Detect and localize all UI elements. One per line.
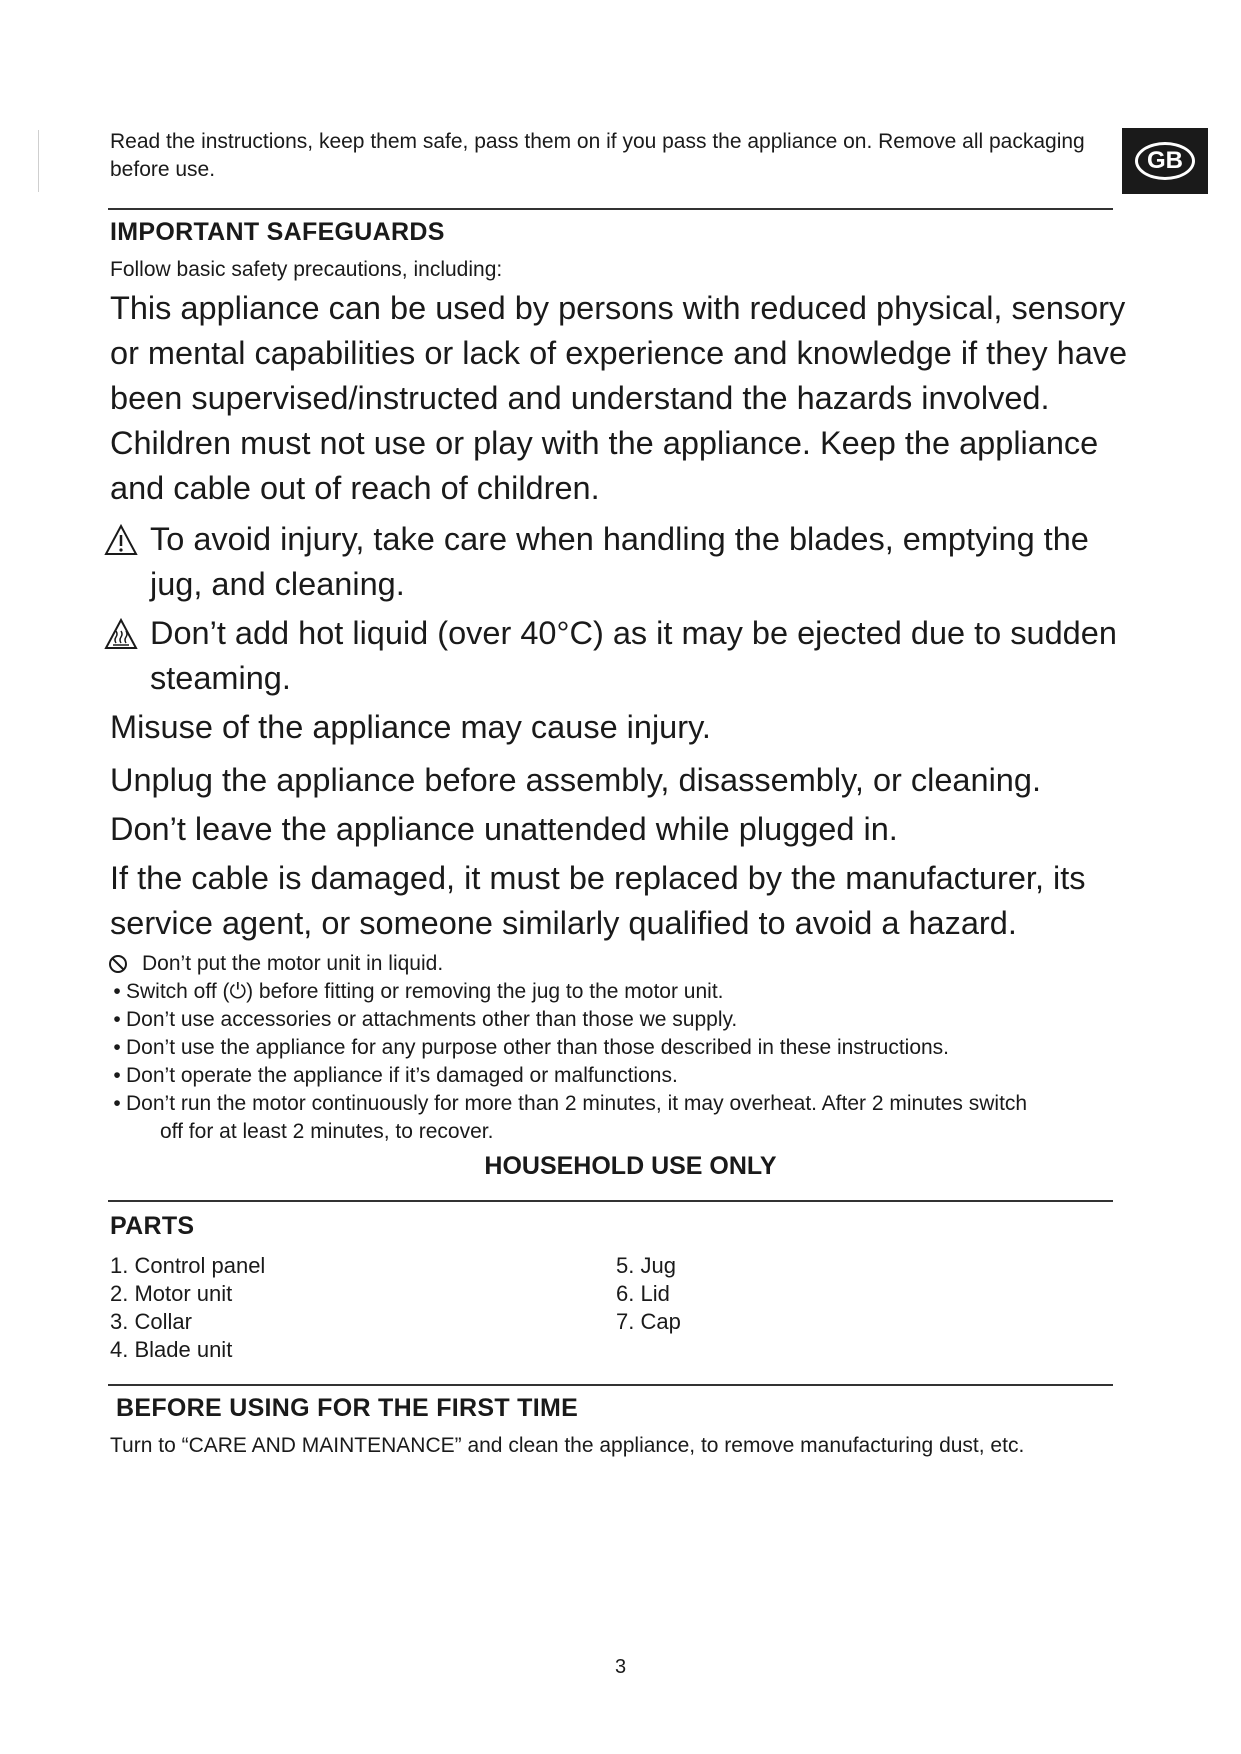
part-item: 6. Lid	[616, 1281, 670, 1306]
warning-hot-text: Don’t add hot liquid (over 40°C) as it may be ejected due to sudden steaming.	[150, 615, 1117, 696]
warning-blades-text: To avoid injury, take care when handling the blades, emptying the jug, and cleaning.	[150, 521, 1089, 602]
hot-surface-warning-icon	[104, 617, 138, 651]
parts-title: PARTS	[110, 1212, 195, 1240]
divider	[108, 1200, 1113, 1202]
misuse-text: Misuse of the appliance may cause injury.	[110, 709, 711, 745]
divider	[108, 1384, 1113, 1386]
list-item-text: Don’t use accessories or attachments other than those we supply.	[126, 1008, 738, 1031]
bullet-dot-icon: •	[113, 1036, 121, 1059]
list-item	[108, 1090, 1108, 1118]
safeguards-bullets	[108, 950, 1108, 1146]
list-item	[108, 978, 1108, 1006]
warning-hot	[110, 611, 1150, 701]
warning-triangle-icon	[104, 523, 138, 557]
safeguards-title: IMPORTANT SAFEGUARDS	[110, 218, 445, 246]
language-badge-label: GB	[1135, 142, 1195, 180]
part-item: 1. Control panel	[110, 1253, 266, 1278]
no-liquid-item	[108, 950, 1108, 978]
safety-paragraph: This appliance can be used by persons with reduced physical, sensory or mental capabilities or lack of experience and knowledge if they have been supervised/instructed and understand the hazards involved. Children must not use or play with the appliance. Keep the appliance and cable out of reach of children.	[110, 290, 1128, 506]
prohibited-icon	[108, 954, 128, 974]
list-item-text: Don’t run the motor continuously for more than 2 minutes, it may overheat. After 2 minutes switch	[126, 1092, 1028, 1115]
part-item: 5. Jug	[616, 1253, 676, 1278]
intro-text: Read the instructions, keep them safe, pass them on if you pass the appliance on. Remove all packaging before use.	[110, 130, 1085, 181]
unplug-text: Unplug the appliance before assembly, disassembly, or cleaning.	[110, 762, 1041, 798]
bullet-dot-icon: •	[113, 1008, 121, 1031]
list-item-text: Switch off (⏻) before fitting or removing the jug to the motor unit.	[126, 980, 724, 1003]
part-item: 2. Motor unit	[110, 1281, 233, 1306]
parts-list-left	[110, 1252, 265, 1364]
list-item	[108, 1062, 1108, 1090]
part-item: 4. Blade unit	[110, 1337, 233, 1362]
safeguards-main	[110, 286, 1150, 946]
margin-mark	[38, 130, 39, 192]
safeguards-subtitle: Follow basic safety precautions, including:	[110, 258, 503, 281]
bullet-dot-icon: •	[113, 1064, 121, 1087]
list-item	[108, 1006, 1108, 1034]
bullet-dot-icon: •	[113, 1092, 121, 1115]
part-item: 7. Cap	[616, 1309, 681, 1334]
parts-list-right	[616, 1252, 681, 1336]
language-badge	[1122, 128, 1208, 194]
unattended-text: Don’t leave the appliance unattended while plugged in.	[110, 811, 898, 847]
warning-blades	[110, 517, 1150, 607]
bullet-dot-icon: •	[113, 980, 121, 1003]
list-item	[108, 1034, 1108, 1062]
list-item-continuation: off for at least 2 minutes, to recover.	[160, 1120, 494, 1143]
first-time-text: Turn to “CARE AND MAINTENANCE” and clean the appliance, to remove manufacturing dust, etc.	[110, 1434, 1025, 1457]
page-number: 3	[614, 1656, 627, 1678]
list-item-text: Don’t operate the appliance if it’s damaged or malfunctions.	[126, 1064, 678, 1087]
household-use-heading: HOUSEHOLD USE ONLY	[484, 1152, 777, 1180]
part-item: 3. Collar	[110, 1309, 192, 1334]
list-item-text: Don’t use the appliance for any purpose other than those described in these instructions.	[126, 1036, 950, 1059]
cable-text: If the cable is damaged, it must be replaced by the manufacturer, its service agent, or someone similarly qualified to avoid a hazard.	[110, 860, 1086, 941]
first-time-title: BEFORE USING FOR THE FIRST TIME	[116, 1394, 579, 1422]
no-liquid-text: Don’t put the motor unit in liquid.	[142, 952, 444, 975]
divider	[108, 208, 1113, 210]
